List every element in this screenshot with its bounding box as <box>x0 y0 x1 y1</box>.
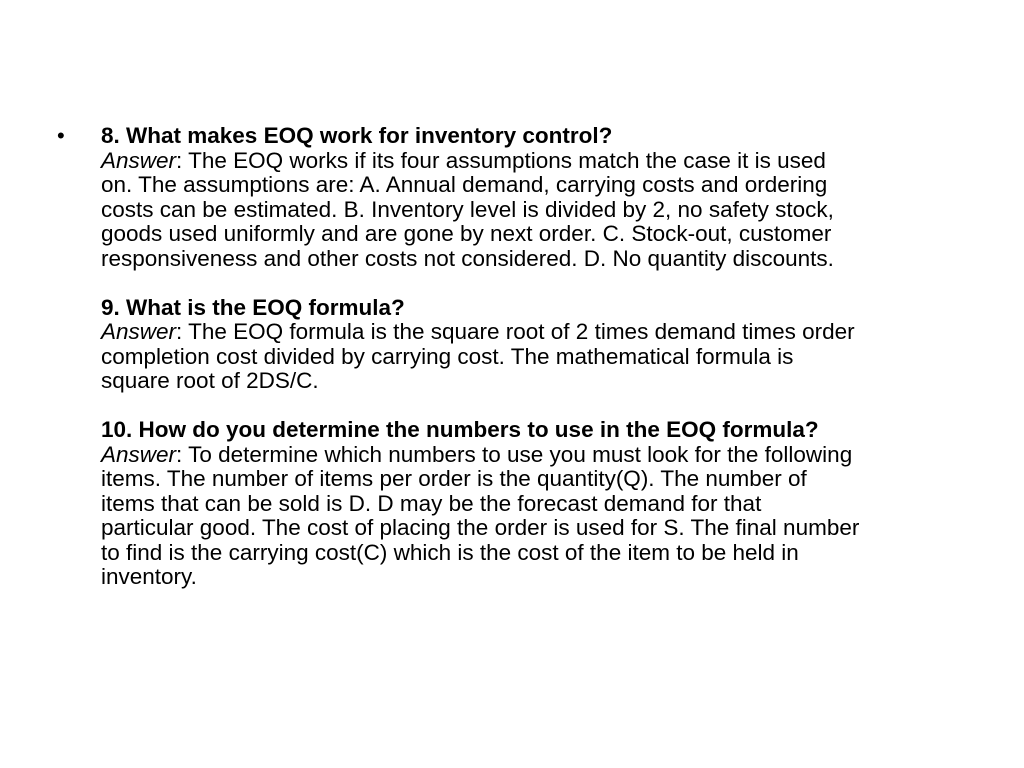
qa-item <box>101 418 1001 590</box>
slide-content <box>101 124 1001 590</box>
answer-text: : To determine which numbers to use you must look for the following <box>176 441 853 467</box>
answer-line: to find is the carrying cost(C) which is the cost of the item to be held in <box>101 539 799 565</box>
answer-line <box>101 443 1001 468</box>
answer-label: Answer <box>101 319 177 344</box>
qa-item <box>101 124 1001 271</box>
answer-line: on. The assumptions are: A. Annual demand, carrying costs and ordering <box>101 172 828 197</box>
question-heading: 10. How do you determine the numbers to use in the EOQ formula? <box>101 417 819 442</box>
question-heading: 9. What is the EOQ formula? <box>101 294 405 320</box>
answer-line: goods used uniformly and are gone by next order. C. Stock-out, customer <box>101 221 832 246</box>
qa-item <box>101 296 1001 394</box>
question-heading: 8. What makes EOQ work for inventory control? <box>101 123 613 148</box>
answer-line: costs can be estimated. B. Inventory level is divided by 2, no safety stock, <box>101 196 834 222</box>
answer-line: inventory. <box>101 564 197 589</box>
answer-line <box>101 149 1001 174</box>
bullet-icon: • <box>57 123 65 148</box>
answer-line: responsiveness and other costs not considered. D. No quantity discounts. <box>101 245 834 271</box>
answer-line: square root of 2DS/C. <box>101 368 319 393</box>
answer-text: : The EOQ works if its four assumptions match the case it is used <box>176 147 826 173</box>
answer-line: items. The number of items per order is the quantity(Q). The number of <box>101 466 807 491</box>
answer-line: items that can be sold is D. D may be the forecast demand for that <box>101 490 762 516</box>
answer-text: : The EOQ formula is the square root of 2 times demand times order <box>176 319 855 344</box>
answer-label: Answer <box>101 147 177 173</box>
answer-line: completion cost divided by carrying cost. The mathematical formula is <box>101 343 794 369</box>
answer-line: particular good. The cost of placing the order is used for S. The final number <box>101 515 860 540</box>
answer-label: Answer <box>101 441 177 467</box>
answer-line <box>101 320 1001 345</box>
